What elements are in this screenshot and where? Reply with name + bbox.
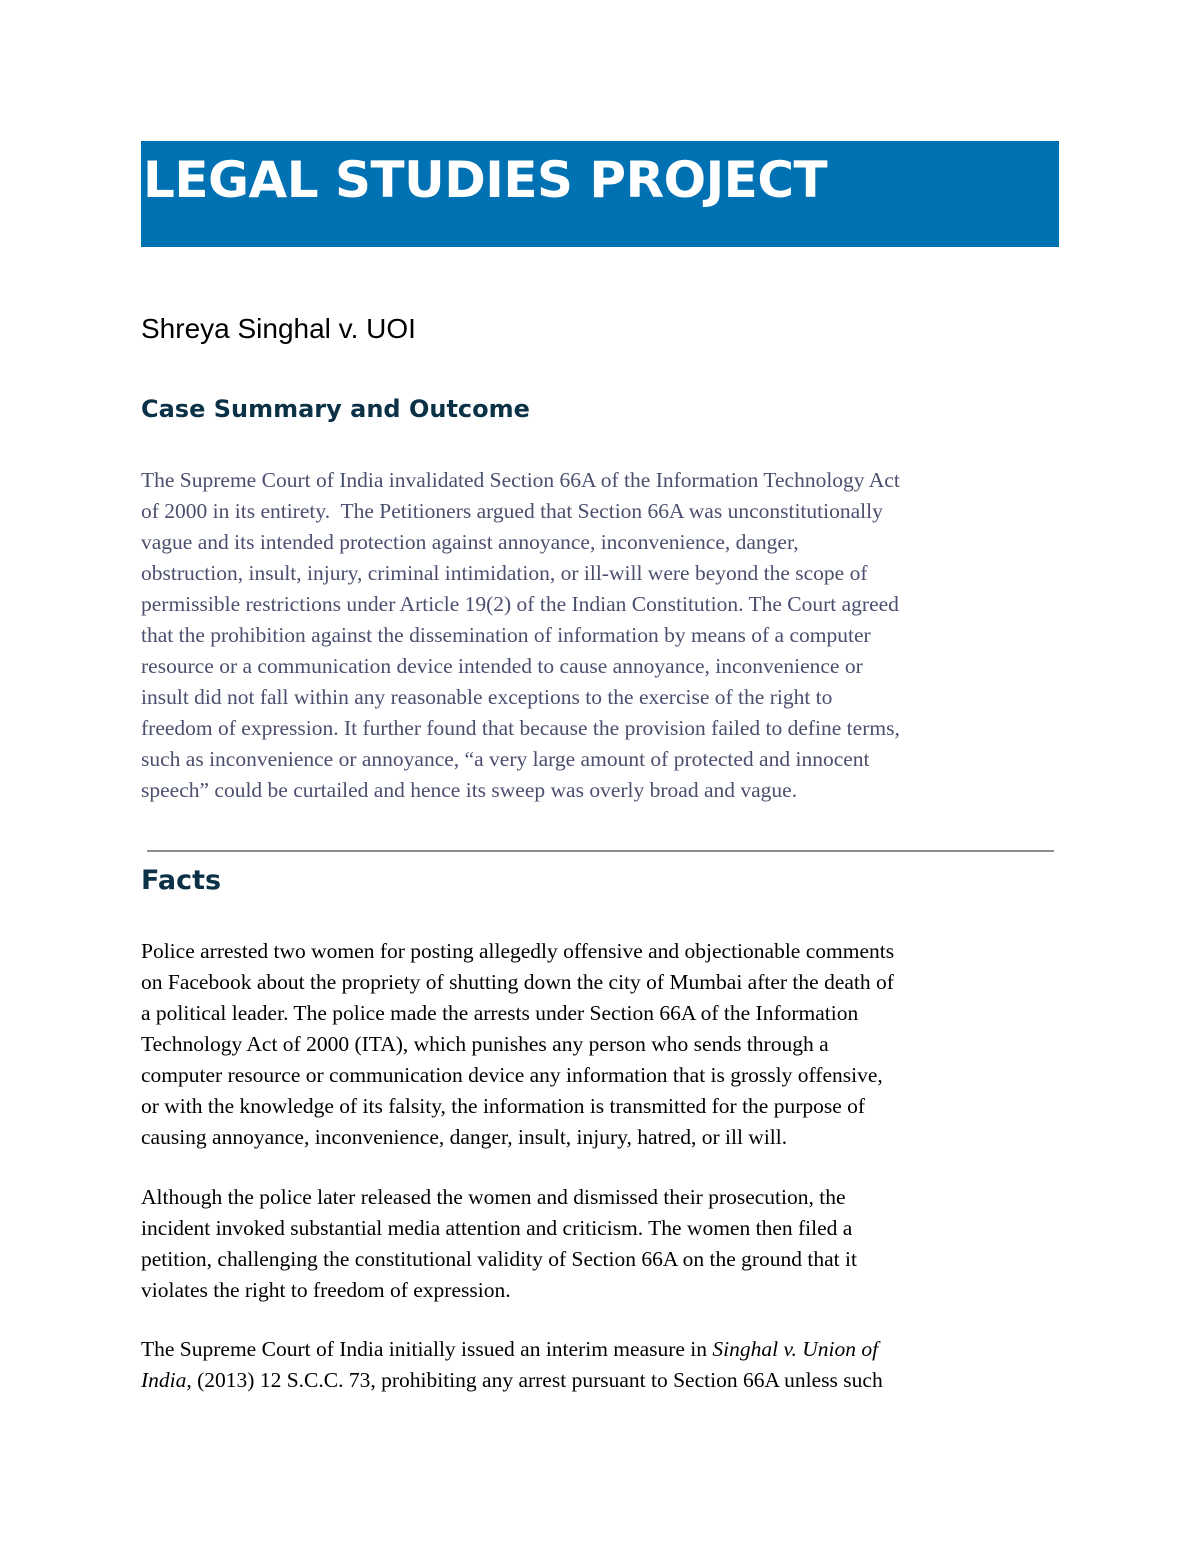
summary-line: obstruction, insult, injury, criminal intimidation, or ill-will were beyond the scope of — [141, 561, 868, 585]
facts-paragraph-1 — [141, 936, 1066, 1153]
summary-paragraph — [141, 465, 1066, 806]
case-name: Shreya Singhal v. UOI — [141, 313, 416, 344]
summary-line: speech” could be curtailed and hence its sweep was overly broad and vague. — [141, 778, 798, 802]
summary-heading: Case Summary and Outcome — [141, 395, 530, 423]
summary-line: that the prohibition against the dissemination of information by means of a computer — [141, 623, 871, 647]
case-citation-italic: India — [141, 1368, 187, 1392]
facts-line: petition, challenging the constitutional validity of Section 66A on the ground that it — [141, 1247, 857, 1271]
facts-text: , (2013) 12 S.C.C. 73, prohibiting any arrest pursuant to Section 66A unless such — [186, 1368, 883, 1392]
facts-heading: Facts — [141, 865, 222, 896]
facts-line: on Facebook about the propriety of shutting down the city of Mumbai after the death of — [141, 970, 894, 994]
facts-line: computer resource or communication device any information that is grossly offensive, — [141, 1063, 883, 1087]
facts-paragraph-2 — [141, 1182, 1066, 1306]
facts-line: Although the police later released the women and dismissed their prosecution, the — [141, 1185, 846, 1209]
facts-line: a political leader. The police made the arrests under Section 66A of the Information — [141, 1001, 859, 1025]
facts-line: causing annoyance, inconvenience, danger, insult, injury, hatred, or ill will. — [141, 1125, 788, 1149]
summary-line: resource or a communication device intended to cause annoyance, inconvenience or — [141, 654, 863, 678]
summary-line: of 2000 in its entirety. The Petitioners argued that Section 66A was unconstitutionally — [141, 499, 883, 523]
facts-line: Technology Act of 2000 (ITA), which punishes any person who sends through a — [141, 1032, 829, 1056]
title-banner — [141, 141, 1059, 247]
facts-text: The Supreme Court of India initially issued an interim measure in — [141, 1337, 713, 1361]
facts-line: incident invoked substantial media attention and criticism. The women then filed a — [141, 1216, 853, 1240]
document-title: LEGAL STUDIES PROJECT — [143, 151, 828, 209]
facts-line: violates the right to freedom of expression. — [141, 1278, 511, 1302]
facts-line: or with the knowledge of its falsity, the information is transmitted for the purpose of — [141, 1094, 866, 1118]
summary-line: freedom of expression. It further found that because the provision failed to define terms, — [141, 716, 900, 740]
case-citation-italic: Singhal v. Union of — [712, 1337, 879, 1361]
facts-line: Police arrested two women for posting allegedly offensive and objectionable comments — [141, 939, 895, 963]
facts-paragraph-3 — [141, 1334, 1066, 1396]
summary-line: insult did not fall within any reasonable exceptions to the exercise of the right to — [141, 685, 833, 709]
summary-line: The Supreme Court of India invalidated Section 66A of the Information Technology Act — [141, 468, 900, 492]
section-divider — [147, 850, 1054, 852]
summary-line: permissible restrictions under Article 19(2) of the Indian Constitution. The Court agreed — [141, 592, 899, 616]
summary-line: vague and its intended protection against annoyance, inconvenience, danger, — [141, 530, 799, 554]
summary-line: such as inconvenience or annoyance, “a very large amount of protected and innocent — [141, 747, 870, 771]
